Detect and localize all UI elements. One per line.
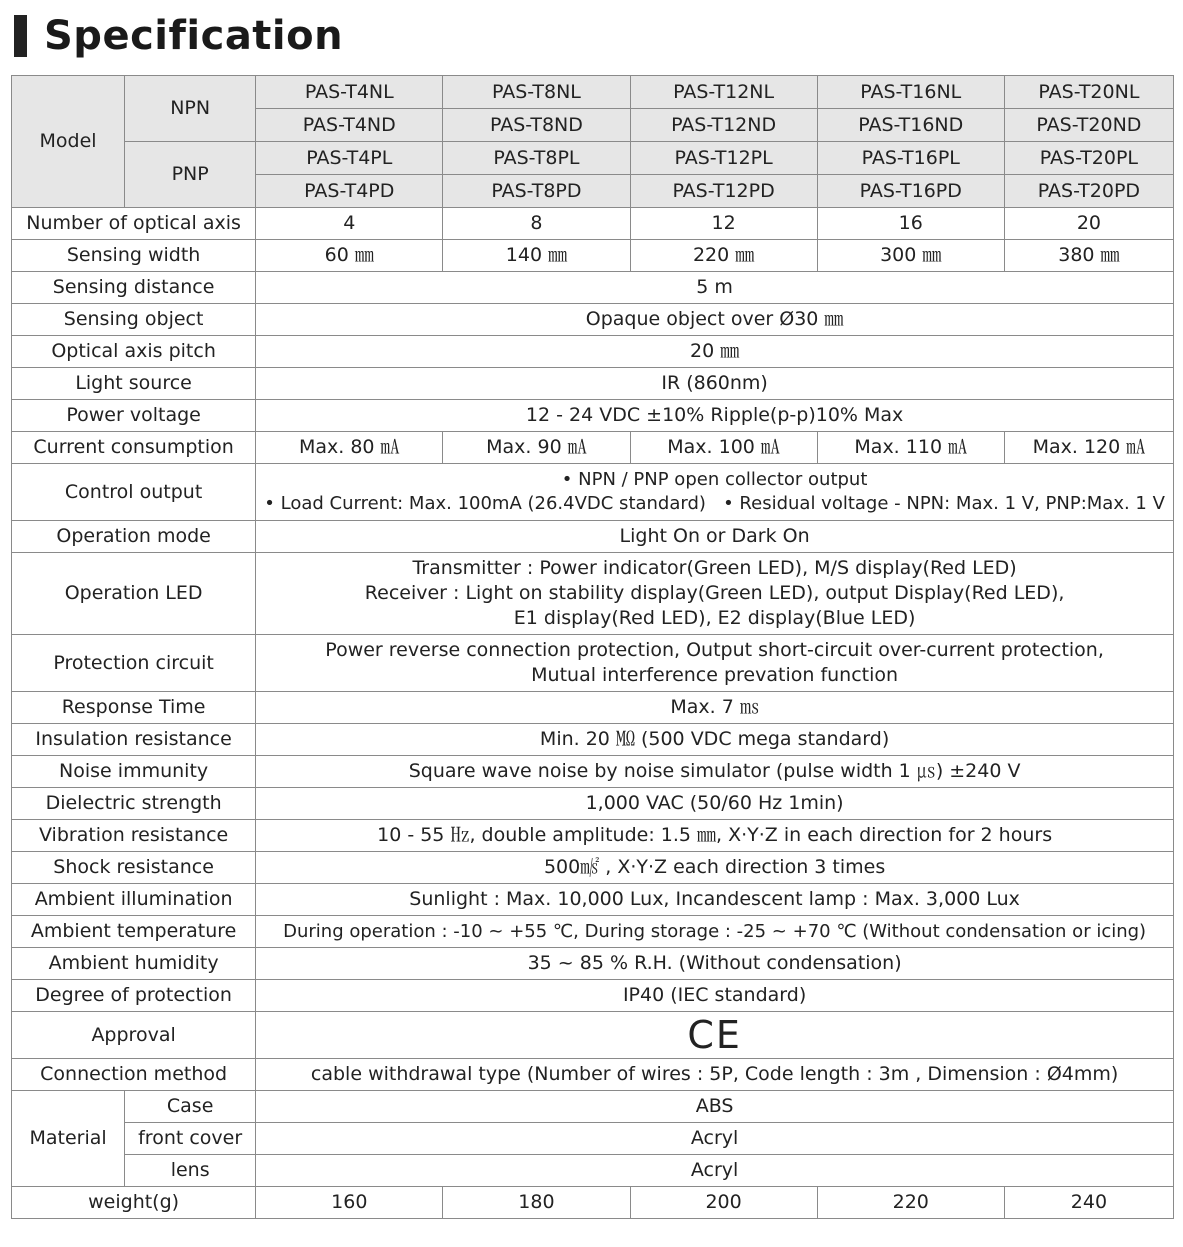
pnp-label: PNP [125, 142, 256, 208]
value-cell: 240 [1004, 1187, 1173, 1219]
row-weight [12, 1187, 1174, 1219]
row-material-cover [12, 1123, 1174, 1155]
row-label: lens [125, 1155, 256, 1187]
row-label: Response Time [12, 692, 256, 724]
value-cell: 35 ~ 85 % R.H. (Without condensation) [256, 948, 1174, 980]
row-label: Shock resistance [12, 852, 256, 884]
row-label: Ambient humidity [12, 948, 256, 980]
page-title-block [14, 8, 343, 64]
value-cell [256, 464, 1174, 521]
model-cell: PAS-T12ND [630, 109, 817, 142]
row-approval [12, 1012, 1174, 1059]
value-cell: Square wave noise by noise simulator (pulse width 1 ㎲) ±240 V [256, 756, 1174, 788]
row-humidity [12, 948, 1174, 980]
value-cell: During operation : -10 ~ +55 ℃, During storage : -25 ~ +70 ℃ (Without condensation or icing) [256, 916, 1174, 948]
model-cell: PAS-T4PD [256, 175, 443, 208]
value-line: Mutual interference prevation function [531, 664, 899, 686]
value-cell: Min. 20 ㏁ (500 VDC mega standard) [256, 724, 1174, 756]
value-cell: 20 ㎜ [256, 336, 1174, 368]
row-response-time [12, 692, 1174, 724]
specification-table [11, 75, 1174, 1219]
model-cell: PAS-T20NL [1004, 76, 1173, 109]
value-cell: 12 [630, 208, 817, 240]
model-cell: PAS-T8ND [443, 109, 630, 142]
row-label: Light source [12, 368, 256, 400]
value-cell: Max. 90 ㎃ [443, 432, 630, 464]
row-axis-pitch [12, 336, 1174, 368]
value-cell: Light On or Dark On [256, 521, 1174, 553]
row-material-case [12, 1091, 1174, 1123]
model-label: Model [12, 76, 125, 208]
row-temperature [12, 916, 1174, 948]
model-cell: PAS-T12PD [630, 175, 817, 208]
value-cell: 1,000 VAC (50/60 Hz 1min) [256, 788, 1174, 820]
value-cell: 10 - 55 ㎐, double amplitude: 1.5 ㎜, X·Y·Z in each direction for 2 hours [256, 820, 1174, 852]
value-cell: Opaque object over Ø30 ㎜ [256, 304, 1174, 336]
row-label: Sensing object [12, 304, 256, 336]
model-cell: PAS-T16PD [817, 175, 1004, 208]
model-cell: PAS-T12PL [630, 142, 817, 175]
row-label: Protection circuit [12, 635, 256, 692]
model-cell: PAS-T20ND [1004, 109, 1173, 142]
value-cell: Max. 7 ㎳ [256, 692, 1174, 724]
row-sensing-object [12, 304, 1174, 336]
ce-mark-icon: CE [687, 1013, 742, 1057]
row-power-voltage [12, 400, 1174, 432]
row-label: Power voltage [12, 400, 256, 432]
model-row-npn-l [12, 76, 1174, 109]
value-cell: 20 [1004, 208, 1173, 240]
row-label: Current consumption [12, 432, 256, 464]
value-cell: 5 m [256, 272, 1174, 304]
row-label: Ambient temperature [12, 916, 256, 948]
model-cell: PAS-T4NL [256, 76, 443, 109]
row-label: Number of optical axis [12, 208, 256, 240]
value-line: • Load Current: Max. 100mA (26.4VDC standard) • Residual voltage - NPN: Max. 1 V, PNP:Max. 1 V [264, 493, 1165, 514]
model-cell: PAS-T16ND [817, 109, 1004, 142]
value-cell: Max. 100 ㎃ [630, 432, 817, 464]
model-cell: PAS-T8PL [443, 142, 630, 175]
row-insulation [12, 724, 1174, 756]
row-shock [12, 852, 1174, 884]
value-line: Power reverse connection protection, Output short-circuit over-current protection, [325, 639, 1104, 661]
value-cell: 16 [817, 208, 1004, 240]
row-operation-led [12, 553, 1174, 635]
value-cell: 500㎨ , X·Y·Z each direction 3 times [256, 852, 1174, 884]
value-cell: Max. 120 ㎃ [1004, 432, 1173, 464]
value-cell: Acryl [256, 1155, 1174, 1187]
row-current-consumption [12, 432, 1174, 464]
row-label: Sensing distance [12, 272, 256, 304]
value-cell: 60 ㎜ [256, 240, 443, 272]
title-marker-bar [14, 15, 27, 57]
model-cell: PAS-T8PD [443, 175, 630, 208]
row-label: Operation mode [12, 521, 256, 553]
row-label: Ambient illumination [12, 884, 256, 916]
model-row-pnp-l [12, 142, 1174, 175]
value-line: E1 display(Red LED), E2 display(Blue LED) [513, 607, 916, 629]
row-label: Noise immunity [12, 756, 256, 788]
row-noise-immunity [12, 756, 1174, 788]
row-illumination [12, 884, 1174, 916]
model-cell: PAS-T16PL [817, 142, 1004, 175]
row-label: Case [125, 1091, 256, 1123]
row-sensing-width [12, 240, 1174, 272]
row-label: Connection method [12, 1059, 256, 1091]
row-sensing-distance [12, 272, 1174, 304]
npn-label: NPN [125, 76, 256, 142]
value-cell: cable withdrawal type (Number of wires : 5P, Code length : 3m , Dimension : Ø4mm) [256, 1059, 1174, 1091]
row-label: Vibration resistance [12, 820, 256, 852]
row-material-lens [12, 1155, 1174, 1187]
row-vibration [12, 820, 1174, 852]
row-protection-circuit [12, 635, 1174, 692]
row-control-output [12, 464, 1174, 521]
model-cell: PAS-T12NL [630, 76, 817, 109]
value-line: Receiver : Light on stability display(Green LED), output Display(Red LED), [364, 582, 1065, 604]
row-connection-method [12, 1059, 1174, 1091]
value-cell: 160 [256, 1187, 443, 1219]
value-cell: IR (860nm) [256, 368, 1174, 400]
row-label: Control output [12, 464, 256, 521]
row-label: Dielectric strength [12, 788, 256, 820]
row-label: Insulation resistance [12, 724, 256, 756]
row-label: Optical axis pitch [12, 336, 256, 368]
row-label: Degree of protection [12, 980, 256, 1012]
value-cell: 220 ㎜ [630, 240, 817, 272]
row-label: weight(g) [12, 1187, 256, 1219]
value-cell: Max. 80 ㎃ [256, 432, 443, 464]
model-cell: PAS-T4ND [256, 109, 443, 142]
value-cell: 380 ㎜ [1004, 240, 1173, 272]
value-line: Transmitter : Power indicator(Green LED), M/S display(Red LED) [412, 557, 1017, 579]
value-cell: 4 [256, 208, 443, 240]
page-title: Specification [44, 13, 344, 59]
value-cell: 8 [443, 208, 630, 240]
row-label: Operation LED [12, 553, 256, 635]
value-line: • NPN / PNP open collector output [561, 469, 868, 490]
value-cell: IP40 (IEC standard) [256, 980, 1174, 1012]
value-cell [256, 1012, 1174, 1059]
value-cell: 300 ㎜ [817, 240, 1004, 272]
value-cell: Sunlight : Max. 10,000 Lux, Incandescent lamp : Max. 3,000 Lux [256, 884, 1174, 916]
material-label: Material [12, 1091, 125, 1187]
value-cell: Acryl [256, 1123, 1174, 1155]
value-cell: 180 [443, 1187, 630, 1219]
row-label: Sensing width [12, 240, 256, 272]
value-cell: 200 [630, 1187, 817, 1219]
model-cell: PAS-T20PL [1004, 142, 1173, 175]
value-cell [256, 635, 1174, 692]
model-cell: PAS-T20PD [1004, 175, 1173, 208]
row-dielectric [12, 788, 1174, 820]
value-cell: ABS [256, 1091, 1174, 1123]
value-cell: 140 ㎜ [443, 240, 630, 272]
model-cell: PAS-T16NL [817, 76, 1004, 109]
model-cell: PAS-T8NL [443, 76, 630, 109]
value-cell: 12 - 24 VDC ±10% Ripple(p-p)10% Max [256, 400, 1174, 432]
row-degree-protection [12, 980, 1174, 1012]
row-label: front cover [125, 1123, 256, 1155]
row-label: Approval [12, 1012, 256, 1059]
value-cell: Max. 110 ㎃ [817, 432, 1004, 464]
value-cell [256, 553, 1174, 635]
row-operation-mode [12, 521, 1174, 553]
row-optical-axis [12, 208, 1174, 240]
model-cell: PAS-T4PL [256, 142, 443, 175]
row-light-source [12, 368, 1174, 400]
value-cell: 220 [817, 1187, 1004, 1219]
